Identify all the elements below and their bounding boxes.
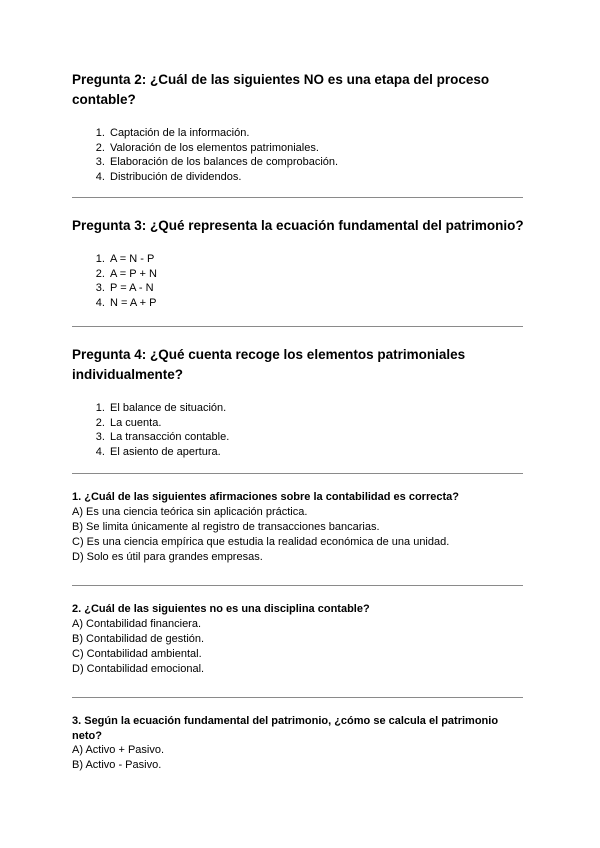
quiz-option: C) Es una ciencia empírica que estudia la realidad económica de una unidad. xyxy=(72,535,450,548)
question-3-title: Pregunta 3: ¿Qué representa la ecuación fundamental del patrimonio? xyxy=(72,218,524,233)
list-item: 3. La transacción contable. xyxy=(108,430,527,445)
list-item: 4. N = A + P xyxy=(108,296,527,311)
divider xyxy=(72,585,523,586)
list-item: 1. Captación de la información. xyxy=(108,126,527,141)
question-4-options xyxy=(72,401,527,459)
quiz-question-2-title: 2. ¿Cuál de las siguientes no es una disciplina contable? xyxy=(72,603,370,615)
divider xyxy=(72,197,523,198)
quiz-option: A) Es una ciencia teórica sin aplicación práctica. xyxy=(72,505,308,518)
quiz-question-3 xyxy=(72,714,527,773)
question-2-title: Pregunta 2: ¿Cuál de las siguientes NO es una etapa del proceso contable? xyxy=(72,72,490,107)
list-item: 1. El balance de situación. xyxy=(108,401,527,416)
list-item: 4. El asiento de apertura. xyxy=(108,445,527,460)
list-item: 3. Elaboración de los balances de comprobación. xyxy=(108,155,527,170)
list-item: 3. P = A - N xyxy=(108,281,527,296)
list-item: 2. La cuenta. xyxy=(108,416,527,431)
divider xyxy=(72,326,523,327)
divider xyxy=(72,697,523,698)
quiz-question-2 xyxy=(72,602,527,677)
list-item: 2. Valoración de los elementos patrimoniales. xyxy=(108,141,527,156)
list-item: 1. A = N - P xyxy=(108,252,527,267)
quiz-option: D) Solo es útil para grandes empresas. xyxy=(72,550,263,563)
quiz-question-3-title: 3. Según la ecuación fundamental del patrimonio, ¿cómo se calcula el patrimonio neto? xyxy=(72,715,499,742)
question-4-title: Pregunta 4: ¿Qué cuenta recoge los elementos patrimoniales individualmente? xyxy=(72,347,466,382)
quiz-option: D) Contabilidad emocional. xyxy=(72,662,205,675)
quiz-option: A) Activo + Pasivo. xyxy=(72,744,165,756)
quiz-option: C) Contabilidad ambiental. xyxy=(72,647,202,660)
quiz-option: B) Activo - Pasivo. xyxy=(72,759,162,771)
question-3-options xyxy=(72,252,527,310)
quiz-option: A) Contabilidad financiera. xyxy=(72,617,202,630)
question-4 xyxy=(72,345,527,459)
list-item: 2. A = P + N xyxy=(108,267,527,282)
divider xyxy=(72,473,523,474)
question-2-options xyxy=(72,126,527,184)
list-item: 4. Distribución de dividendos. xyxy=(108,170,527,185)
quiz-question-1 xyxy=(72,490,527,565)
question-3 xyxy=(72,216,527,310)
quiz-option: B) Contabilidad de gestión. xyxy=(72,632,205,645)
quiz-option: B) Se limita únicamente al registro de transacciones bancarias. xyxy=(72,520,380,533)
question-2 xyxy=(72,70,527,184)
quiz-question-1-title: 1. ¿Cuál de las siguientes afirmaciones sobre la contabilidad es correcta? xyxy=(72,491,459,503)
